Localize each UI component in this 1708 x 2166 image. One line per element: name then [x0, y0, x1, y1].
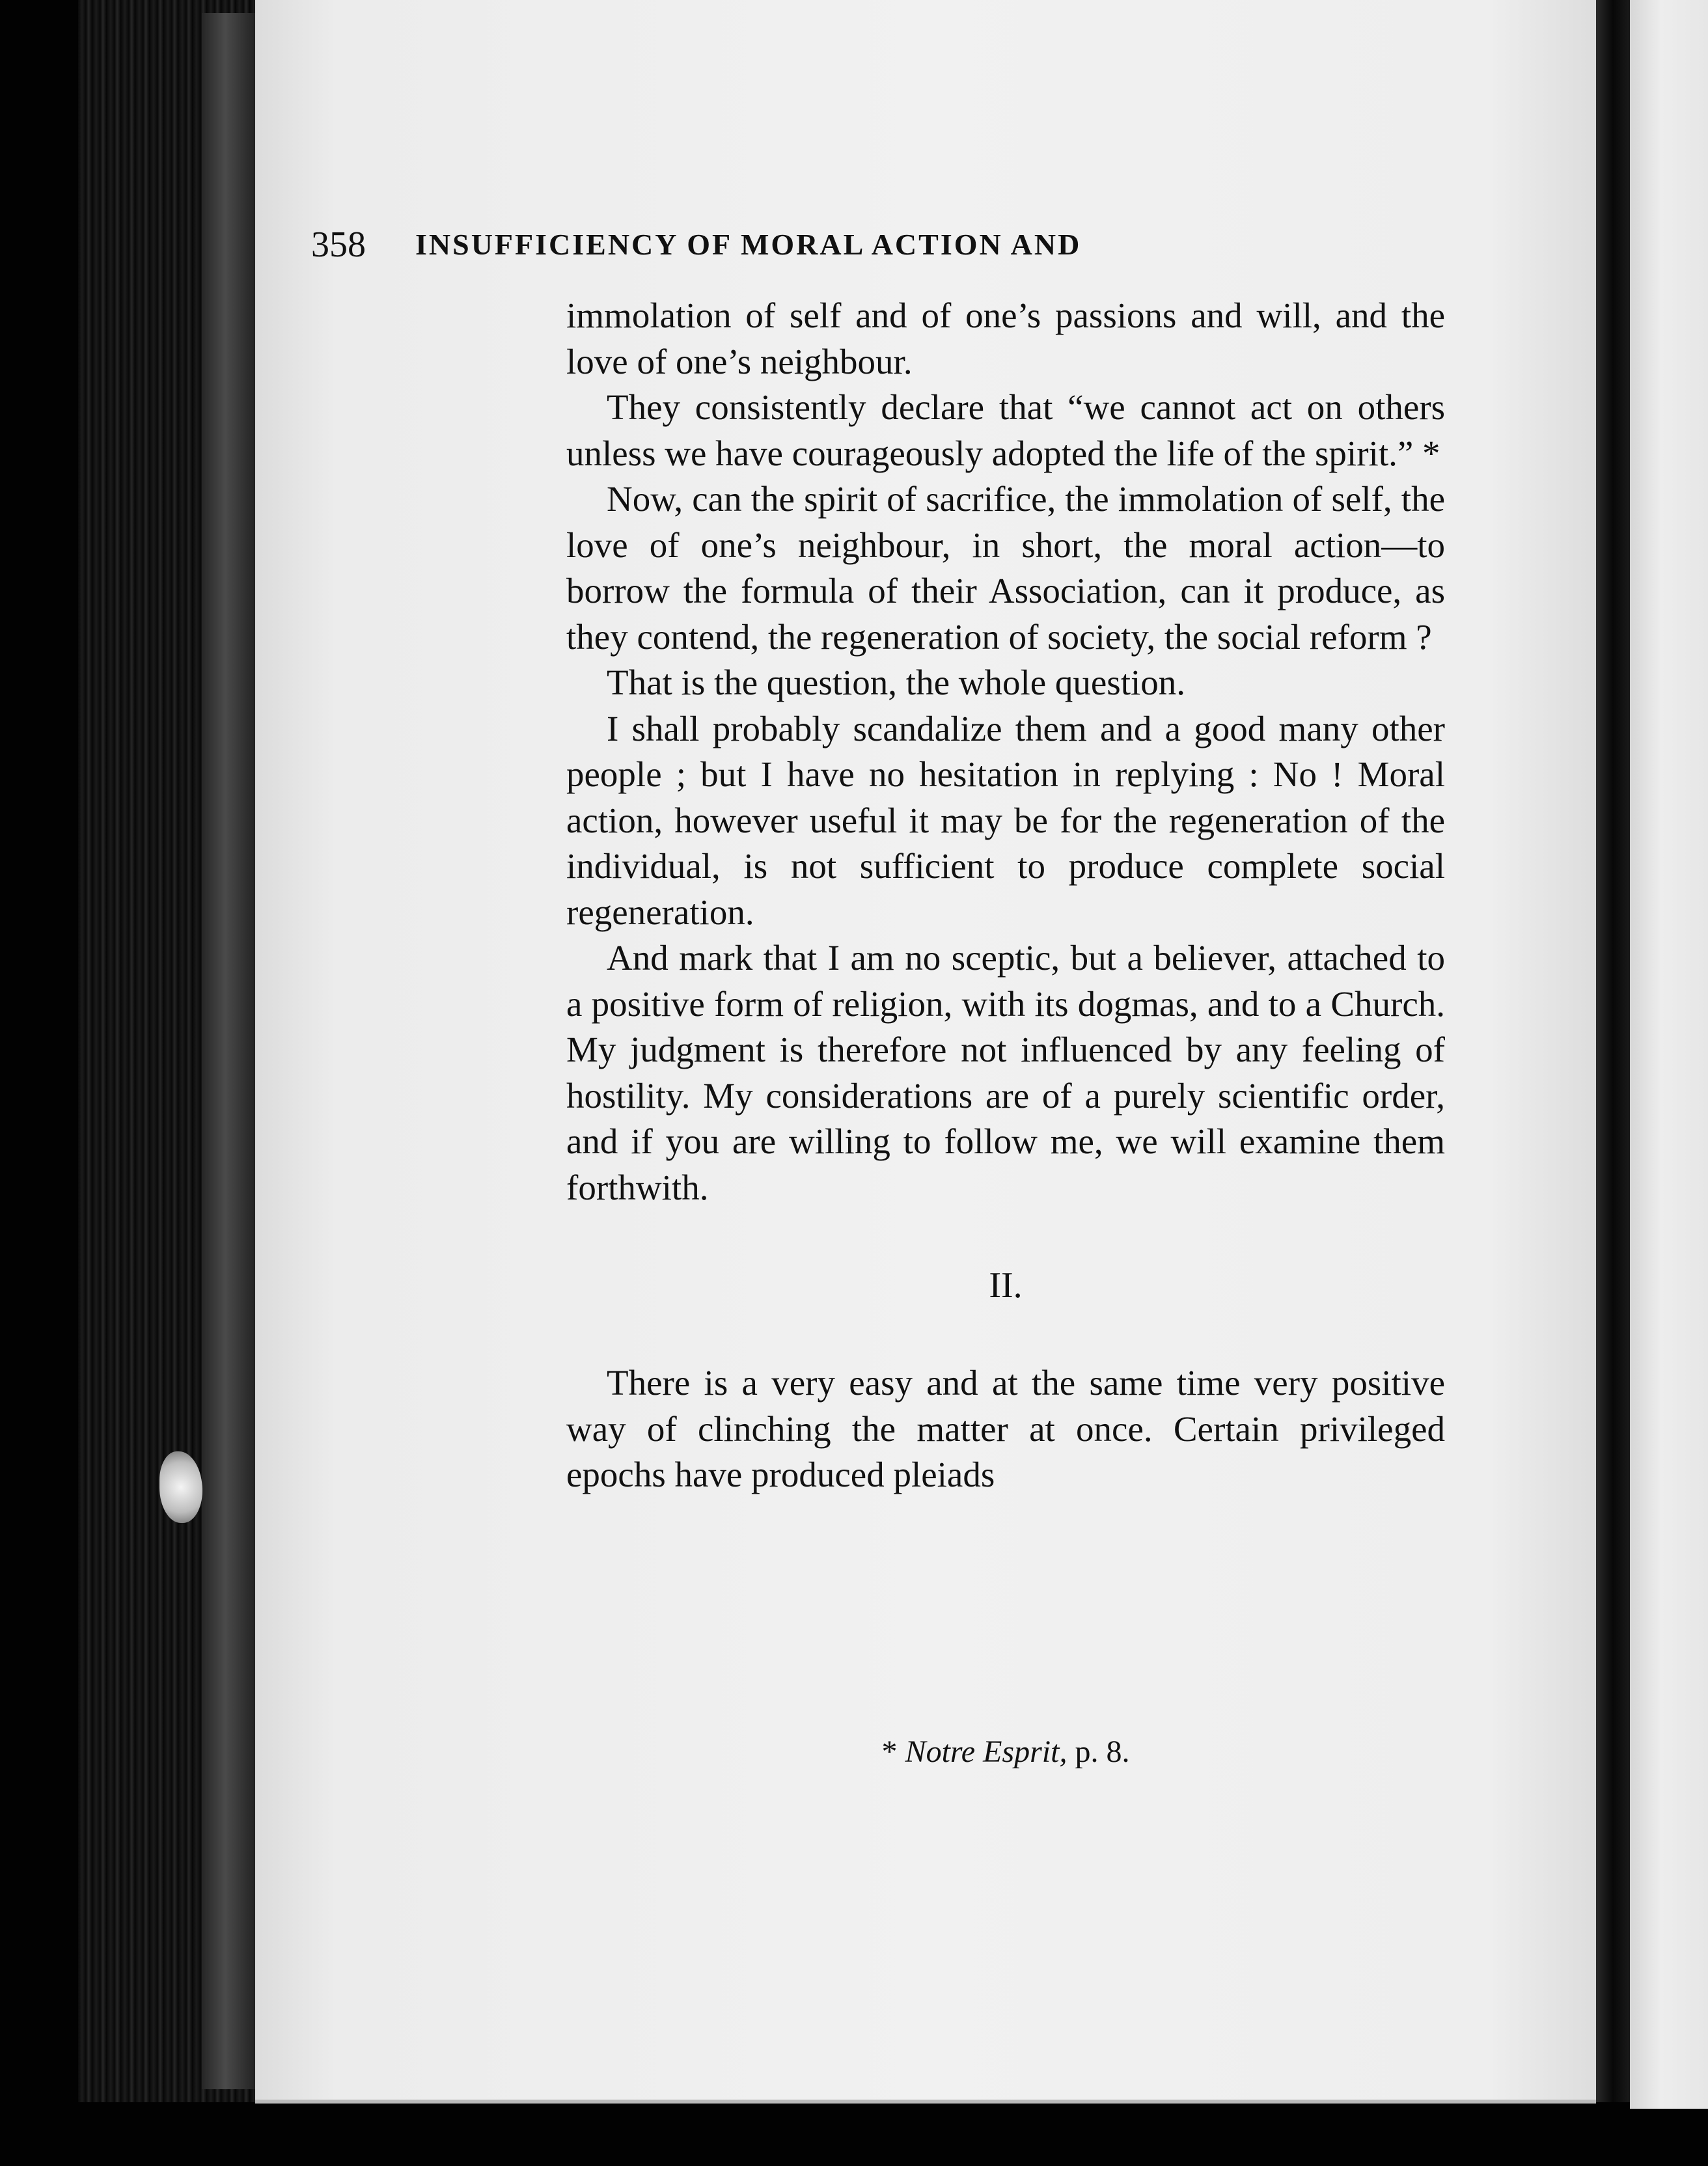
paragraph: immolation of self and of one’s passions and will, and the love of one’s neighbour. — [566, 295, 1445, 381]
page-number: 358 — [311, 225, 366, 265]
section-heading: II. — [989, 1265, 1023, 1306]
adjacent-page-edge — [1630, 0, 1708, 2109]
book-edge-left-inner — [202, 13, 260, 2089]
body-text — [566, 293, 1445, 1498]
paragraph: I shall probably scandalize them and a good many other people ; but I have no hesitation in replying : No ! Moral action, however useful it may be for the regeneration of the individual, is not sufficient to produce complete social regeneration. — [566, 708, 1445, 932]
paragraph: Now, can the spirit of sacrifice, the immolation of self, the love of one’s neighbour, in short, the moral action—to borrow the formula of their Association, can it produce, as they contend, the regeneration of society, the social reform ? — [566, 479, 1445, 657]
paragraph: And mark that I am no sceptic, but a believer, attached to a positive form of religion, with its dogmas, and to a Church. My judgment is therefore not influenced by any feeling of hostility. My considerations are of a purely scientific order, and if you are willing to follow me, we will examine them forthwith. — [566, 938, 1445, 1207]
footnote-page: p. 8. — [1075, 1734, 1130, 1769]
footnote — [566, 1731, 1445, 1773]
footnote-marker: * — [881, 1734, 898, 1769]
running-title: INSUFFICIENCY OF MORAL ACTION AND — [415, 228, 1082, 261]
book-gutter — [1596, 0, 1630, 2102]
paragraph: There is a very easy and at the same time very positive way of clinching the matter at once. Certain privileged epochs have produced pleiads — [566, 1363, 1445, 1494]
paragraph: They consistently declare that “we cannot act on others unless we have courageously adopted the life of the spirit.” * — [566, 387, 1445, 473]
paragraph: That is the question, the whole question. — [607, 663, 1186, 702]
footnote-title: Notre Esprit, — [905, 1734, 1068, 1769]
running-head — [311, 221, 1379, 268]
